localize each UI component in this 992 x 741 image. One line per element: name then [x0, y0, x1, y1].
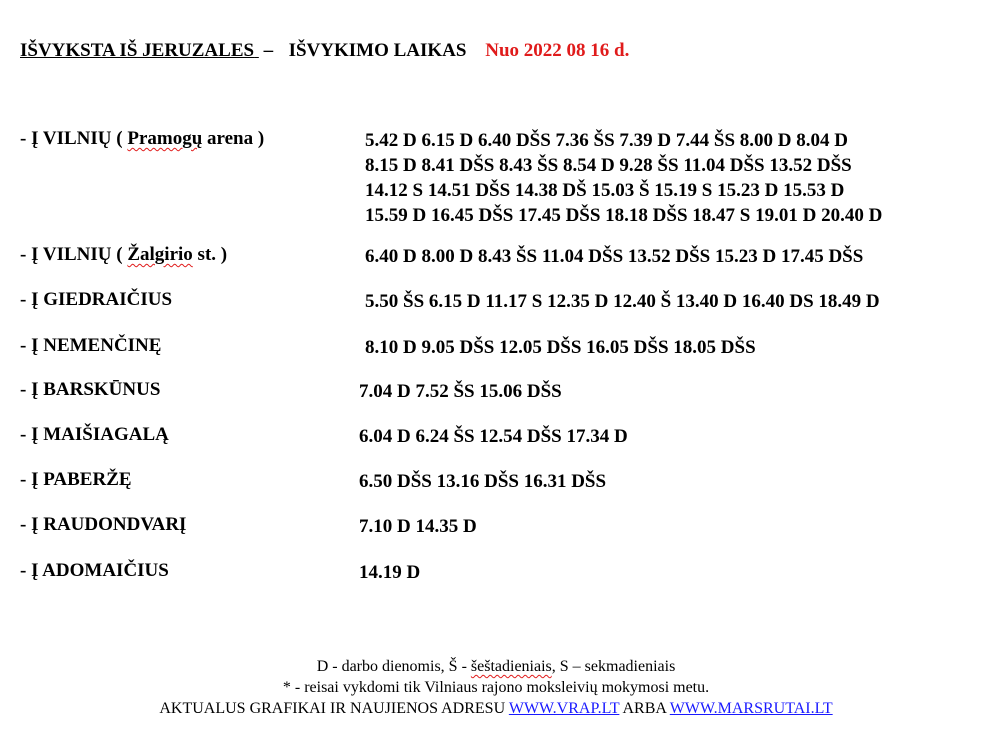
marsrutai-link[interactable]: WWW.MARSRUTAI.LT: [669, 700, 833, 717]
times-line: 14.19 D: [359, 562, 421, 583]
times-line: 14.12 S 14.51 DŠS 14.38 DŠ 15.03 Š 15.19 S 15.23 D 15.53 D: [365, 180, 845, 201]
legend-marked-word: šeštadieniais: [470, 658, 552, 675]
route-destination: - Į GIEDRAIČIUS: [20, 289, 173, 310]
times-line: 8.15 D 8.41 DŠS 8.43 ŠS 8.54 D 9.28 ŠS 11.04 DŠS 13.52 DŠS: [365, 155, 852, 176]
route-destination: - Į NEMENČINĘ: [20, 335, 162, 356]
route-times: [359, 424, 628, 449]
header-dash: –: [258, 40, 274, 61]
times-line: 5.42 D 6.15 D 6.40 DŠS 7.36 ŠS 7.39 D 7.44 ŠS 8.00 D 8.04 D: [365, 130, 848, 151]
route-times: [365, 289, 880, 314]
info-line: AKTUALUS GRAFIKAI IR NAUJIENOS ADRESU WWW.VRAP.LT ARBA WWW.MARSRUTAI.LT: [159, 700, 833, 717]
route-destination: - Į PABERŽĘ: [20, 469, 132, 490]
route-destination: - Į MAIŠIAGALĄ: [20, 424, 169, 445]
times-line: 7.04 D 7.52 ŠS 15.06 DŠS: [359, 381, 562, 402]
times-line: 15.59 D 16.45 DŠS 17.45 DŠS 18.18 DŠS 18.47 S 19.01 D 20.40 D: [365, 205, 883, 226]
times-line: 6.04 D 6.24 ŠS 12.54 DŠS 17.34 D: [359, 426, 628, 447]
times-line: 6.50 DŠS 13.16 DŠS 16.31 DŠS: [359, 471, 607, 492]
route-destination: - Į ADOMAIČIUS: [20, 560, 169, 581]
route-times: [359, 560, 420, 585]
route-destination: - Į BARSKŪNUS: [20, 379, 161, 400]
route-times: [365, 128, 882, 228]
vrap-link[interactable]: WWW.VRAP.LT: [508, 700, 620, 717]
route-times: [359, 469, 606, 494]
valid-from-date: Nuo 2022 08 16 d.: [485, 40, 630, 61]
departure-title: IŠVYKSTA IŠ JERUZALES: [20, 40, 255, 61]
route-times: [359, 379, 562, 404]
route-times: [365, 335, 756, 360]
legend-line: D - darbo dienomis, Š - šeštadieniais, S – sekmadieniais: [316, 658, 676, 675]
footnote-line: * - reisai vykdomi tik Vilniaus rajono moksleivių mokymosi metu.: [282, 679, 710, 696]
departure-time-label: IŠVYKIMO LAIKAS: [288, 40, 467, 61]
times-line: 8.10 D 9.05 DŠS 12.05 DŠS 16.05 DŠS 18.05 DŠS: [365, 337, 756, 358]
times-line: 5.50 ŠS 6.15 D 11.17 S 12.35 D 12.40 Š 13.40 D 16.40 DS 18.49 D: [365, 291, 880, 312]
route-destination: - Į RAUDONDVARĮ: [20, 514, 187, 535]
page-header: [20, 40, 629, 62]
page-footer: [0, 656, 992, 719]
route-times: [359, 514, 477, 539]
route-destination: - Į VILNIŲ ( Pramogų arena ): [20, 128, 265, 149]
route-destination: - Į VILNIŲ ( Žalgirio st. ): [20, 244, 228, 265]
times-line: 6.40 D 8.00 D 8.43 ŠS 11.04 DŠS 13.52 DŠS 15.23 D 17.45 DŠS: [365, 246, 864, 267]
route-times: [365, 244, 863, 269]
times-line: 7.10 D 14.35 D: [359, 516, 477, 537]
